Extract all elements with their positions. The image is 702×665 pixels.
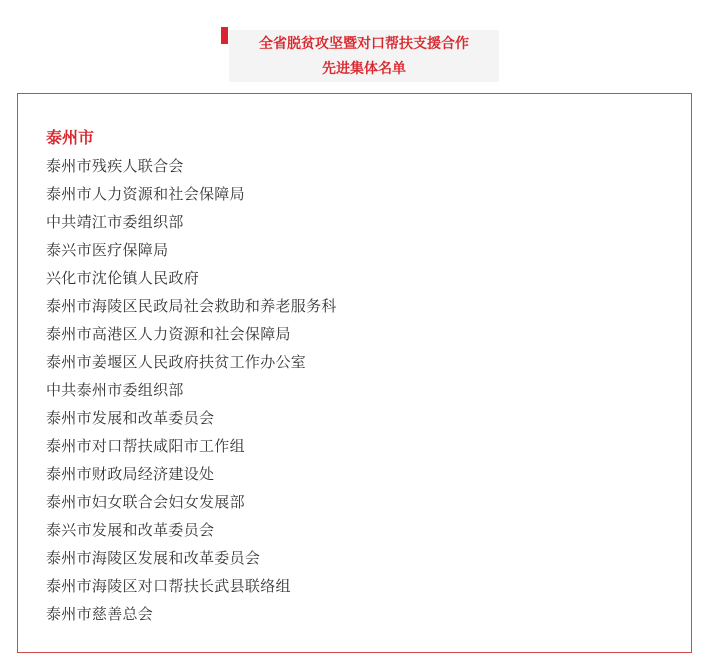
list-item: 泰州市海陵区发展和改革委员会 [46,549,261,567]
header-title-box [229,30,499,82]
list-item: 泰州市高港区人力资源和社会保障局 [46,325,291,343]
list-item: 中共靖江市委组织部 [46,213,184,231]
list-item: 泰州市对口帮扶咸阳市工作组 [46,437,245,455]
list-item: 兴化市沈伦镇人民政府 [46,269,200,287]
list-item: 泰州市残疾人联合会 [46,157,184,175]
list-item: 泰州市发展和改革委员会 [46,409,215,427]
list-item: 泰兴市医疗保障局 [46,241,169,259]
organization-list [46,152,337,628]
header-title-line-2: 先进集体名单 [322,61,406,77]
content-box [17,93,692,653]
list-item: 泰兴市发展和改革委员会 [46,521,215,539]
list-item: 泰州市财政局经济建设处 [46,465,215,483]
list-item: 泰州市人力资源和社会保障局 [46,185,245,203]
header-title-line-1: 全省脱贫攻坚暨对口帮扶支援合作 [259,36,469,52]
list-item: 泰州市慈善总会 [46,605,154,623]
list-item: 泰州市姜堰区人民政府扶贫工作办公室 [46,353,307,371]
list-item: 中共泰州市委组织部 [46,381,184,399]
header-accent-bar [221,27,228,44]
section-title-city: 泰州市 [46,128,95,147]
list-item: 泰州市妇女联合会妇女发展部 [46,493,245,511]
list-item: 泰州市海陵区对口帮扶长武县联络组 [46,577,291,595]
list-item: 泰州市海陵区民政局社会救助和养老服务科 [46,297,337,315]
